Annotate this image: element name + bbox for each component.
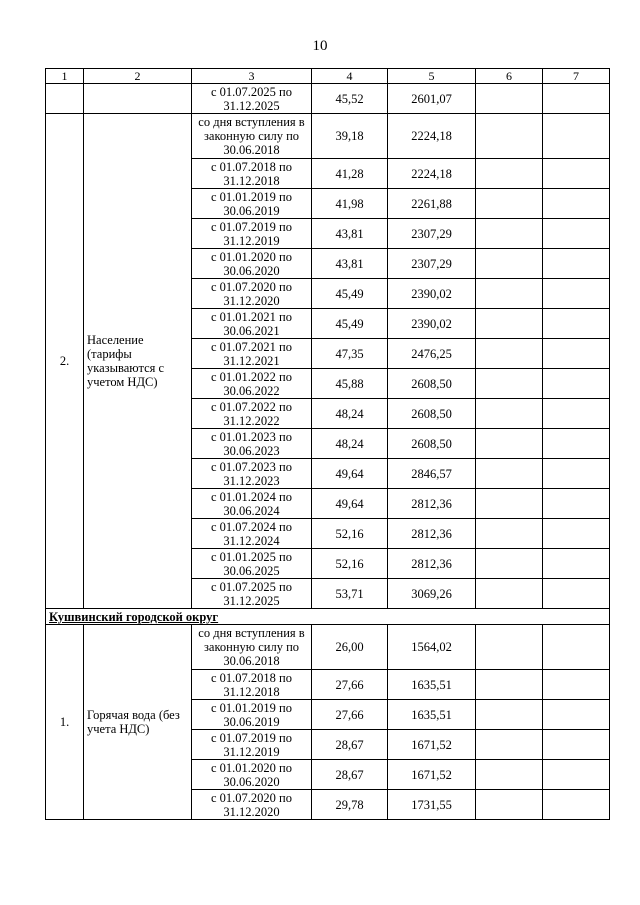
empty-cell-col6 bbox=[476, 369, 543, 399]
empty-cell-col7 bbox=[543, 489, 610, 519]
value-cell-col5: 2390,02 bbox=[388, 279, 476, 309]
empty-cell-col7 bbox=[543, 429, 610, 459]
table-row bbox=[46, 625, 610, 670]
index-cell bbox=[46, 84, 84, 114]
value-cell-col5: 2476,25 bbox=[388, 339, 476, 369]
value-cell-col4: 52,16 bbox=[312, 519, 388, 549]
period-cell: с 01.01.2019 по 30.06.2019 bbox=[192, 700, 312, 730]
empty-cell-col6 bbox=[476, 159, 543, 189]
empty-cell-col6 bbox=[476, 519, 543, 549]
value-cell-col4: 52,16 bbox=[312, 549, 388, 579]
empty-cell-col6 bbox=[476, 279, 543, 309]
value-cell-col5: 1731,55 bbox=[388, 790, 476, 820]
value-cell-col4: 48,24 bbox=[312, 429, 388, 459]
table-row bbox=[46, 114, 610, 159]
name-cell bbox=[84, 84, 192, 114]
period-cell: с 01.07.2025 по 31.12.2025 bbox=[192, 579, 312, 609]
empty-cell-col7 bbox=[543, 249, 610, 279]
value-cell-col5: 2307,29 bbox=[388, 249, 476, 279]
period-cell: с 01.07.2019 по 31.12.2019 bbox=[192, 730, 312, 760]
empty-cell-col6 bbox=[476, 760, 543, 790]
empty-cell-col6 bbox=[476, 489, 543, 519]
value-cell-col5: 2261,88 bbox=[388, 189, 476, 219]
value-cell-col5: 1635,51 bbox=[388, 670, 476, 700]
empty-cell-col7 bbox=[543, 579, 610, 609]
empty-cell-col7 bbox=[543, 309, 610, 339]
empty-cell-col6 bbox=[476, 189, 543, 219]
tariff-table-body bbox=[46, 69, 610, 820]
column-number-row bbox=[46, 69, 610, 84]
value-cell-col5: 1564,02 bbox=[388, 625, 476, 670]
empty-cell-col6 bbox=[476, 579, 543, 609]
empty-cell-col7 bbox=[543, 519, 610, 549]
period-cell: с 01.07.2018 по 31.12.2018 bbox=[192, 159, 312, 189]
value-cell-col4: 27,66 bbox=[312, 670, 388, 700]
period-cell: с 01.01.2022 по 30.06.2022 bbox=[192, 369, 312, 399]
empty-cell-col6 bbox=[476, 700, 543, 730]
empty-cell-col7 bbox=[543, 625, 610, 670]
value-cell-col5: 1635,51 bbox=[388, 700, 476, 730]
value-cell-col4: 28,67 bbox=[312, 730, 388, 760]
value-cell-col4: 39,18 bbox=[312, 114, 388, 159]
value-cell-col5: 1671,52 bbox=[388, 730, 476, 760]
value-cell-col5: 2608,50 bbox=[388, 369, 476, 399]
period-cell: с 01.01.2021 по 30.06.2021 bbox=[192, 309, 312, 339]
empty-cell-col7 bbox=[543, 399, 610, 429]
period-cell: с 01.01.2020 по 30.06.2020 bbox=[192, 249, 312, 279]
period-cell: с 01.07.2025 по 31.12.2025 bbox=[192, 84, 312, 114]
value-cell-col5: 2608,50 bbox=[388, 429, 476, 459]
empty-cell-col6 bbox=[476, 459, 543, 489]
value-cell-col4: 26,00 bbox=[312, 625, 388, 670]
value-cell-col4: 45,88 bbox=[312, 369, 388, 399]
period-cell: со дня вступления в законную силу по 30.06.2018 bbox=[192, 625, 312, 670]
period-cell: с 01.01.2019 по 30.06.2019 bbox=[192, 189, 312, 219]
empty-cell-col6 bbox=[476, 790, 543, 820]
period-cell: с 01.01.2024 по 30.06.2024 bbox=[192, 489, 312, 519]
value-cell-col5: 2224,18 bbox=[388, 159, 476, 189]
period-cell: с 01.01.2020 по 30.06.2020 bbox=[192, 760, 312, 790]
empty-cell-col6 bbox=[476, 219, 543, 249]
service-name-cell: Население (тарифы указываются с учетом НДС) bbox=[84, 114, 192, 609]
value-cell-col5: 2224,18 bbox=[388, 114, 476, 159]
empty-cell-col6 bbox=[476, 399, 543, 429]
empty-cell-col6 bbox=[476, 339, 543, 369]
empty-cell-col6 bbox=[476, 549, 543, 579]
period-cell: с 01.01.2023 по 30.06.2023 bbox=[192, 429, 312, 459]
column-number: 1 bbox=[46, 69, 84, 84]
row-index-cell: 1. bbox=[46, 625, 84, 820]
empty-cell-col6 bbox=[476, 670, 543, 700]
period-cell: с 01.07.2018 по 31.12.2018 bbox=[192, 670, 312, 700]
empty-cell-col7 bbox=[543, 189, 610, 219]
column-number: 3 bbox=[192, 69, 312, 84]
value-cell-col4: 48,24 bbox=[312, 399, 388, 429]
value-cell-col5: 2390,02 bbox=[388, 309, 476, 339]
empty-cell-col7 bbox=[543, 760, 610, 790]
period-cell: с 01.07.2023 по 31.12.2023 bbox=[192, 459, 312, 489]
empty-cell-col7 bbox=[543, 339, 610, 369]
period-cell: с 01.07.2020 по 31.12.2020 bbox=[192, 279, 312, 309]
value-cell-col4: 49,64 bbox=[312, 489, 388, 519]
value-cell-col4: 53,71 bbox=[312, 579, 388, 609]
empty-cell-col6 bbox=[476, 730, 543, 760]
value-cell-col5: 1671,52 bbox=[388, 760, 476, 790]
period-cell: с 01.07.2022 по 31.12.2022 bbox=[192, 399, 312, 429]
empty-cell-col7 bbox=[543, 700, 610, 730]
value-cell-col4: 29,78 bbox=[312, 790, 388, 820]
table-row bbox=[46, 84, 610, 114]
section-row bbox=[46, 609, 610, 625]
value-cell-col5: 2307,29 bbox=[388, 219, 476, 249]
value-cell-col4: 41,28 bbox=[312, 159, 388, 189]
period-cell: с 01.07.2019 по 31.12.2019 bbox=[192, 219, 312, 249]
row-index-cell: 2. bbox=[46, 114, 84, 609]
section-title: Кушвинский городской округ bbox=[46, 609, 610, 625]
period-cell: с 01.07.2021 по 31.12.2021 bbox=[192, 339, 312, 369]
value-cell-col5: 3069,26 bbox=[388, 579, 476, 609]
empty-cell-col7 bbox=[543, 670, 610, 700]
empty-cell-col7 bbox=[543, 459, 610, 489]
value-cell-col4: 43,81 bbox=[312, 219, 388, 249]
empty-cell-col6 bbox=[476, 114, 543, 159]
empty-cell-col7 bbox=[543, 369, 610, 399]
empty-cell-col6 bbox=[476, 309, 543, 339]
period-cell: с 01.07.2024 по 31.12.2024 bbox=[192, 519, 312, 549]
value-cell-col5: 2601,07 bbox=[388, 84, 476, 114]
value-cell-col4: 45,49 bbox=[312, 309, 388, 339]
service-name-cell: Горячая вода (без учета НДС) bbox=[84, 625, 192, 820]
column-number: 5 bbox=[388, 69, 476, 84]
value-cell-col5: 2608,50 bbox=[388, 399, 476, 429]
period-cell: с 01.01.2025 по 30.06.2025 bbox=[192, 549, 312, 579]
value-cell-col5: 2812,36 bbox=[388, 489, 476, 519]
value-cell-col4: 43,81 bbox=[312, 249, 388, 279]
empty-cell-col7 bbox=[543, 730, 610, 760]
page-number: 10 bbox=[312, 38, 328, 54]
value-cell-col4: 47,35 bbox=[312, 339, 388, 369]
value-cell-col4: 27,66 bbox=[312, 700, 388, 730]
empty-cell-col6 bbox=[476, 625, 543, 670]
value-cell-col5: 2812,36 bbox=[388, 549, 476, 579]
value-cell-col4: 45,52 bbox=[312, 84, 388, 114]
column-number: 2 bbox=[84, 69, 192, 84]
column-number: 4 bbox=[312, 69, 388, 84]
value-cell-col4: 45,49 bbox=[312, 279, 388, 309]
empty-cell-col6 bbox=[476, 429, 543, 459]
value-cell-col4: 49,64 bbox=[312, 459, 388, 489]
empty-cell-col6 bbox=[476, 249, 543, 279]
empty-cell-col7 bbox=[543, 549, 610, 579]
column-number: 6 bbox=[476, 69, 543, 84]
empty-cell-col7 bbox=[543, 279, 610, 309]
empty-cell-col7 bbox=[543, 84, 610, 114]
empty-cell-col7 bbox=[543, 159, 610, 189]
empty-cell-col7 bbox=[543, 114, 610, 159]
empty-cell-col6 bbox=[476, 84, 543, 114]
period-cell: со дня вступления в законную силу по 30.06.2018 bbox=[192, 114, 312, 159]
value-cell-col5: 2846,57 bbox=[388, 459, 476, 489]
empty-cell-col7 bbox=[543, 790, 610, 820]
empty-cell-col7 bbox=[543, 219, 610, 249]
value-cell-col5: 2812,36 bbox=[388, 519, 476, 549]
value-cell-col4: 28,67 bbox=[312, 760, 388, 790]
column-number: 7 bbox=[543, 69, 610, 84]
tariff-table bbox=[45, 68, 610, 820]
period-cell: с 01.07.2020 по 31.12.2020 bbox=[192, 790, 312, 820]
value-cell-col4: 41,98 bbox=[312, 189, 388, 219]
